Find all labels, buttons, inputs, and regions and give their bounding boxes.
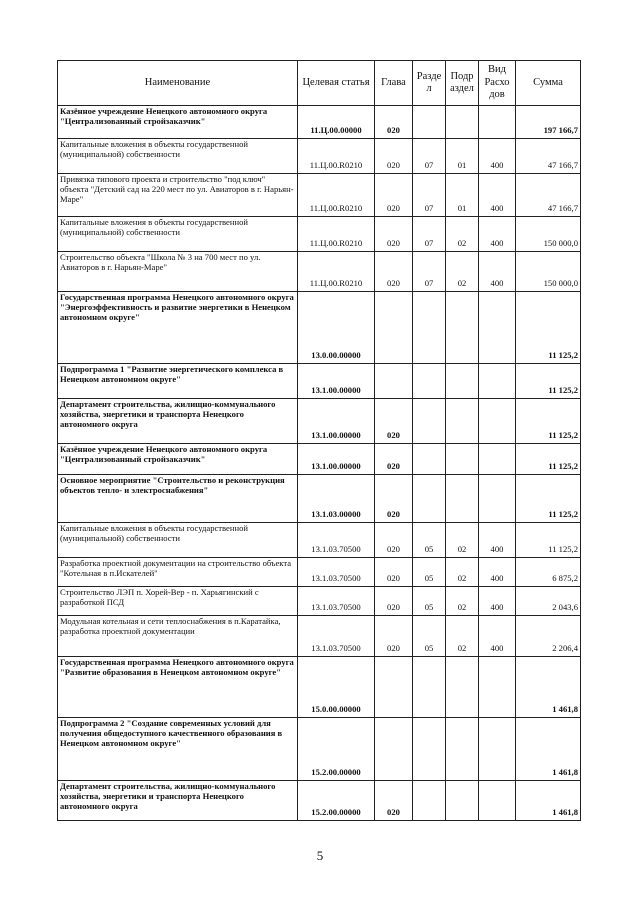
row-chapter: [375, 718, 413, 781]
table-row: [58, 587, 581, 616]
table-row: [58, 139, 581, 174]
row-sum: 11 125,2: [516, 364, 581, 399]
row-chapter: 020: [375, 217, 413, 252]
row-section: [413, 718, 446, 781]
row-chapter: 020: [375, 587, 413, 616]
row-chapter: [375, 364, 413, 399]
table-row: [58, 106, 581, 139]
header-target-article: Целевая статья: [298, 61, 375, 106]
row-subsection: [446, 292, 479, 364]
row-chapter: 020: [375, 558, 413, 587]
table-row: [58, 523, 581, 558]
row-section: 07: [413, 252, 446, 292]
row-subsection: [446, 399, 479, 444]
row-section: [413, 475, 446, 523]
row-article: 13.1.03.00000: [298, 475, 375, 523]
row-subsection: [446, 106, 479, 139]
row-article: 13.1.00.00000: [298, 364, 375, 399]
row-subsection: [446, 475, 479, 523]
row-section: 07: [413, 217, 446, 252]
row-type: 400: [479, 616, 516, 657]
row-name: Строительство ЛЭП п. Хорей-Вер - п. Харьягинский с разработкой ПСД: [58, 587, 298, 616]
header-sum: Сумма: [516, 61, 581, 106]
row-sum: 2 206,4: [516, 616, 581, 657]
budget-table: [57, 60, 581, 821]
row-type: 400: [479, 587, 516, 616]
row-sum: 47 166,7: [516, 174, 581, 217]
table-row: [58, 475, 581, 523]
row-name: Капитальные вложения в объекты государственной (муниципальной) собственности: [58, 217, 298, 252]
table-row: [58, 174, 581, 217]
row-type: [479, 657, 516, 718]
row-chapter: 020: [375, 781, 413, 821]
row-subsection: 02: [446, 558, 479, 587]
row-section: [413, 106, 446, 139]
row-type: [479, 364, 516, 399]
row-sum: 1 461,8: [516, 657, 581, 718]
row-section: [413, 657, 446, 718]
row-sum: 150 000,0: [516, 252, 581, 292]
row-sum: 47 166,7: [516, 139, 581, 174]
row-type: [479, 106, 516, 139]
row-name: Разработка проектной документации на строительство объекта "Котельная в п.Искателей": [58, 558, 298, 587]
row-sum: 197 166,7: [516, 106, 581, 139]
row-chapter: 020: [375, 399, 413, 444]
row-article: 11.Ц.00.R0210: [298, 217, 375, 252]
header-expense-type: Вид Расхо дов: [479, 61, 516, 106]
row-sum: 2 043,6: [516, 587, 581, 616]
row-article: 13.1.03.70500: [298, 587, 375, 616]
header-section: Разде л: [413, 61, 446, 106]
header-subsection: Подр аздел: [446, 61, 479, 106]
table-row: [58, 444, 581, 475]
row-type: 400: [479, 252, 516, 292]
row-type: [479, 292, 516, 364]
row-section: 05: [413, 558, 446, 587]
row-article: 13.0.00.00000: [298, 292, 375, 364]
row-subsection: 02: [446, 523, 479, 558]
row-name: Капитальные вложения в объекты государственной (муниципальной) собственности: [58, 139, 298, 174]
row-article: 15.0.00.00000: [298, 657, 375, 718]
table-row: [58, 217, 581, 252]
row-subsection: 02: [446, 616, 479, 657]
table-row: [58, 616, 581, 657]
row-sum: 11 125,2: [516, 475, 581, 523]
table-row: [58, 364, 581, 399]
row-section: 05: [413, 587, 446, 616]
row-subsection: [446, 444, 479, 475]
row-name: Государственная программа Ненецкого автономного округа "Развитие образования в Ненецком автономном округе": [58, 657, 298, 718]
row-chapter: 020: [375, 139, 413, 174]
row-name: Основное мероприятие "Строительство и реконструкция объектов тепло- и электроснабжения": [58, 475, 298, 523]
row-section: [413, 292, 446, 364]
row-section: [413, 444, 446, 475]
table-row: [58, 558, 581, 587]
row-name: Подпрограмма 1 "Развитие энергетического комплекса в Ненецком автономном округе": [58, 364, 298, 399]
row-name: Строительство объекта "Школа № 3 на 700 мест по ул. Авиаторов в г. Нарьян-Маре": [58, 252, 298, 292]
row-chapter: 020: [375, 475, 413, 523]
row-name: Казённое учреждение Ненецкого автономного округа "Централизованный стройзаказчик": [58, 106, 298, 139]
page-number: 5: [316, 848, 324, 863]
row-chapter: [375, 657, 413, 718]
row-article: 13.1.00.00000: [298, 399, 375, 444]
row-article: 11.Ц.00.00000: [298, 106, 375, 139]
row-sum: 11 125,2: [516, 292, 581, 364]
row-name: Подпрограмма 2 "Создание современных условий для получения общедоступного качественного образования в Ненецком автономном округе": [58, 718, 298, 781]
row-name: Департамент строительства, жилищно-коммунального хозяйства, энергетики и транспорта Ненецкого автономного округа: [58, 399, 298, 444]
row-section: 07: [413, 174, 446, 217]
row-chapter: 020: [375, 174, 413, 217]
row-sum: 11 125,2: [516, 523, 581, 558]
row-subsection: 02: [446, 217, 479, 252]
row-section: 05: [413, 616, 446, 657]
row-article: 11.Ц.00.R0210: [298, 174, 375, 217]
row-subsection: 02: [446, 587, 479, 616]
row-sum: 6 875,2: [516, 558, 581, 587]
row-article: 15.2.00.00000: [298, 781, 375, 821]
row-chapter: 020: [375, 444, 413, 475]
row-chapter: 020: [375, 616, 413, 657]
row-type: [479, 718, 516, 781]
table-row: [58, 657, 581, 718]
row-sum: 11 125,2: [516, 399, 581, 444]
row-type: 400: [479, 139, 516, 174]
row-subsection: [446, 364, 479, 399]
header-chapter: Глава: [375, 61, 413, 106]
row-type: [479, 781, 516, 821]
row-article: 13.1.00.00000: [298, 444, 375, 475]
row-subsection: [446, 781, 479, 821]
table-row: [58, 292, 581, 364]
row-subsection: 02: [446, 252, 479, 292]
row-type: [479, 399, 516, 444]
row-sum: 1 461,8: [516, 781, 581, 821]
table-header-row: [58, 61, 581, 106]
row-name: Казённое учреждение Ненецкого автономного округа "Централизованный стройзаказчик": [58, 444, 298, 475]
row-type: 400: [479, 174, 516, 217]
row-type: [479, 444, 516, 475]
row-subsection: 01: [446, 139, 479, 174]
row-article: 13.1.03.70500: [298, 523, 375, 558]
row-sum: 11 125,2: [516, 444, 581, 475]
row-section: 05: [413, 523, 446, 558]
row-article: 13.1.03.70500: [298, 616, 375, 657]
header-name: Наименование: [58, 61, 298, 106]
row-chapter: 020: [375, 106, 413, 139]
row-article: 11.Ц.00.R0210: [298, 139, 375, 174]
table-row: [58, 718, 581, 781]
row-section: [413, 781, 446, 821]
table-row: [58, 252, 581, 292]
row-type: 400: [479, 523, 516, 558]
row-article: 11.Ц.00.R0210: [298, 252, 375, 292]
row-name: Капитальные вложения в объекты государственной (муниципальной) собственности: [58, 523, 298, 558]
row-name: Модульная котельная и сети теплоснабжения в п.Каратайка, разработка проектной документации: [58, 616, 298, 657]
row-chapter: [375, 292, 413, 364]
row-type: 400: [479, 217, 516, 252]
row-sum: 1 461,8: [516, 718, 581, 781]
table-row: [58, 781, 581, 821]
row-sum: 150 000,0: [516, 217, 581, 252]
row-subsection: [446, 657, 479, 718]
row-section: 07: [413, 139, 446, 174]
table-row: [58, 399, 581, 444]
row-article: 13.1.03.70500: [298, 558, 375, 587]
row-section: [413, 364, 446, 399]
row-name: Привязка типового проекта и строительство "под ключ" объекта "Детский сад на 220 мест по ул. Авиаторов в г. Нарьян-Маре": [58, 174, 298, 217]
row-subsection: [446, 718, 479, 781]
row-article: 15.2.00.00000: [298, 718, 375, 781]
row-chapter: 020: [375, 252, 413, 292]
row-name: Департамент строительства, жилищно-коммунального хозяйства, энергетики и транспорта Ненецкого автономного округа: [58, 781, 298, 821]
row-subsection: 01: [446, 174, 479, 217]
row-type: 400: [479, 558, 516, 587]
row-name: Государственная программа Ненецкого автономного округа "Энергоэффективность и развитие энергетики в Ненецком автономном округе": [58, 292, 298, 364]
row-section: [413, 399, 446, 444]
row-type: [479, 475, 516, 523]
row-chapter: 020: [375, 523, 413, 558]
